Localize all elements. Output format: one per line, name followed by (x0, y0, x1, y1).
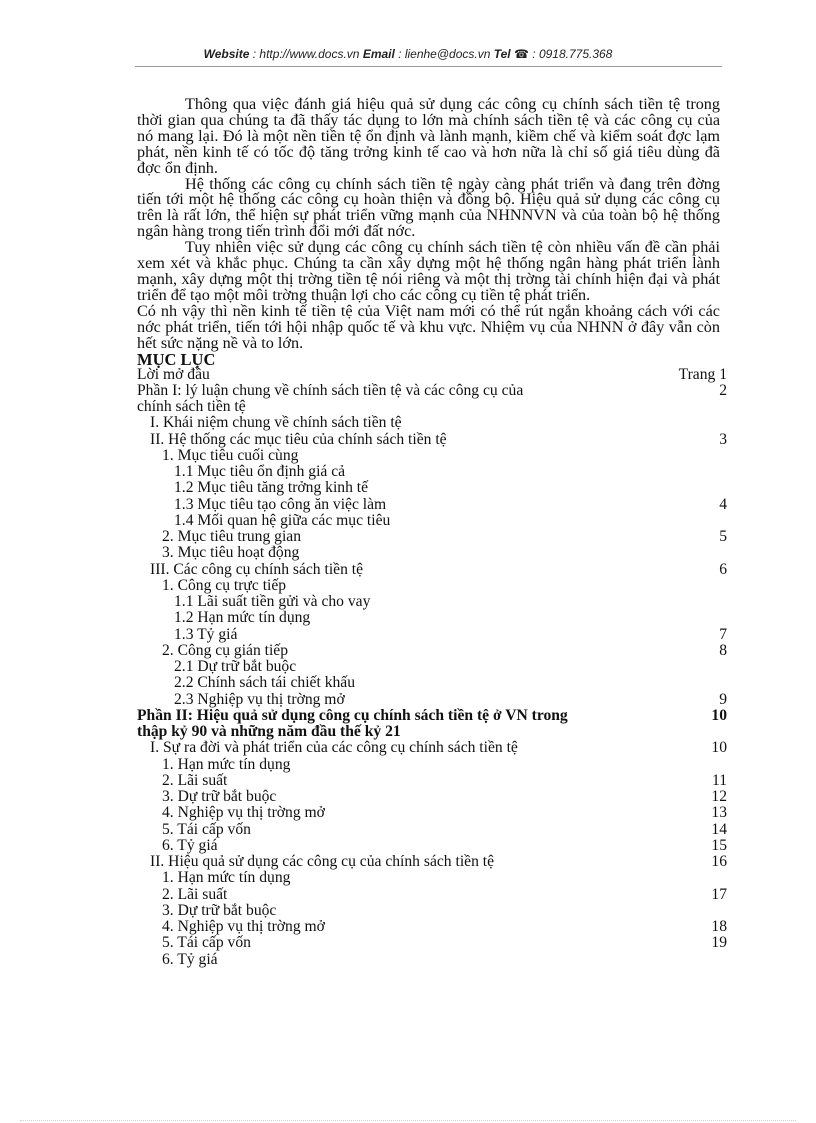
toc-entry-text: 2.3 Nghiệp vụ thị trờng mở (174, 690, 345, 708)
toc-entry[interactable] (137, 529, 727, 545)
toc-entry-text: II. Hệ thống các mục tiêu của chính sách tiền tệ (150, 430, 447, 448)
toc-entry[interactable] (137, 513, 727, 529)
toc-entry[interactable] (137, 952, 727, 968)
phone-icon: ☎ (513, 47, 529, 61)
page-header (0, 47, 816, 61)
toc-entry[interactable] (137, 627, 727, 643)
toc-entry-text: 3. Dự trữ bắt buộc (162, 901, 277, 919)
toc-entry-page: 12 (711, 788, 727, 805)
toc-entry-text: Phần I: lý luận chung về chính sách tiền tệ và các công cụ của (137, 381, 524, 399)
toc-entry[interactable] (137, 594, 727, 610)
toc-entry-page: 16 (711, 853, 727, 870)
toc-entry-page: 7 (719, 625, 727, 643)
toc-entry[interactable] (137, 643, 727, 659)
email-label: Email (362, 47, 395, 61)
toc-entry[interactable] (137, 399, 727, 415)
toc-entry-text: 2.2 Chính sách tái chiết khấu (174, 674, 356, 692)
toc-entry-page: 15 (711, 836, 727, 854)
toc-entry-text: 1.3 Mục tiêu tạo công ăn việc làm (174, 495, 387, 513)
toc-entry-page: 6 (719, 560, 727, 578)
toc-entry[interactable] (137, 480, 727, 496)
toc-entry-text: Phần II: Hiệu quả sử dụng công cụ chính sách tiền tệ ở VN trong (137, 706, 568, 724)
toc-title: MỤC LỤC (137, 349, 216, 369)
toc-entry-text: II. Hiệu quả sử dụng các công cụ của chính sách tiền tệ (150, 853, 495, 870)
toc-entry-text: 1.1 Mục tiêu ổn định giá cả (174, 463, 346, 480)
tel-value: : 0918.775.368 (528, 47, 613, 61)
toc-entry[interactable] (137, 497, 727, 513)
toc-entry[interactable] (137, 740, 727, 756)
toc-entry-page: 5 (719, 528, 727, 545)
email-value[interactable]: : lienhe@docs.vn (394, 47, 494, 61)
toc-entry-text: 1. Hạn mức tín dụng (162, 869, 291, 887)
toc-entry-text: 1.2 Hạn mức tín dụng (174, 609, 311, 627)
toc-entry-text: 1.1 Lãi suất tiền gửi và cho vay (174, 593, 371, 610)
toc-entry-page: 18 (711, 918, 727, 935)
toc-entry-text: III. Các công cụ chính sách tiền tệ (150, 560, 364, 578)
toc-entry-text: 2. Lãi suất (162, 771, 228, 789)
toc-entry-page: 10 (711, 739, 727, 757)
paragraph-3: Tuy nhiên việc sử dụng các công cụ chính sách tiền tệ còn nhiều vấn đề cần phải xem xét và khắc phục. Chúng ta cần xây dựng một hệ thống ngân hàng phát triển lành mạnh, xây dựng một thị trờng tiền tệ nói riêng và một thị trờng tài chính hiện đại và phát triển để tạo một môi trờng thuận lợi cho các công cụ tiền tệ phát triển. (137, 238, 720, 304)
toc-entry-text: 2. Lãi suất (162, 885, 228, 903)
tel-label: Tel (493, 47, 511, 61)
toc-entry-text: 6. Tỷ giá (162, 950, 218, 968)
toc-entry[interactable] (137, 415, 727, 431)
toc-entry-page: 19 (711, 934, 727, 952)
toc-entry-text: 4. Nghiệp vụ thị trờng mở (162, 918, 325, 935)
toc-entry[interactable] (137, 708, 727, 724)
toc-entry[interactable] (137, 805, 727, 821)
toc-entry[interactable] (137, 610, 727, 626)
toc-entry[interactable] (137, 432, 727, 448)
toc-entry-page: 4 (719, 495, 727, 513)
website-label: Website (203, 47, 250, 61)
toc-entry[interactable] (137, 903, 727, 919)
toc-entry-text: Lời mở đầu (137, 365, 210, 383)
toc-entry-page: 11 (711, 771, 727, 789)
toc-entry[interactable] (137, 692, 727, 708)
toc-entry-text: I. Khái niệm chung về chính sách tiền tệ (150, 414, 402, 432)
toc-entry[interactable] (137, 757, 727, 773)
toc-entry-text: 2. Công cụ gián tiếp (162, 641, 289, 659)
paragraph-2: Hệ thống các công cụ chính sách tiền tệ ngày càng phát triển và đang trên đờng tiến tới một hệ thống các công cụ hoàn thiện và đồng bộ. Hiệu quả sử dụng các công cụ trên là rất lớn, thể hiện sự phát triển vững mạnh của NHNNVN và của toàn bộ hệ thống ngân hàng trong tiến trình đổi mới đất nớc. (137, 174, 720, 241)
paragraph-1: Thông qua việc đánh giá hiệu quả sử dụng các công cụ chính sách tiền tệ trong thời gian qua chúng ta đã thấy tác dụng to lớn mà chính sách tiền tệ và các công cụ của nó mang lại. Đó là một nền tiền tệ ổn định và lành mạnh, kiềm chế và kiểm soát đợc lạm phát, nền kinh tế có tốc độ tăng trởng kinh tế cao và hơn nữa là chỉ số giá tiêu dùng đã đợc ổn định. (137, 95, 720, 177)
toc-entry-text: 3. Mục tiêu hoạt động (162, 544, 300, 562)
toc-entry-page: 13 (711, 804, 727, 822)
toc-entry[interactable] (137, 367, 727, 383)
toc-entry-text: 1.4 Mối quan hệ giữa các mục tiêu (174, 511, 391, 529)
toc-entry[interactable] (137, 870, 727, 886)
toc-entry-text: 1. Hạn mức tín dụng (162, 755, 291, 773)
toc-entry[interactable] (137, 448, 727, 464)
toc-entry-text: 4. Nghiệp vụ thị trờng mở (162, 804, 325, 822)
header-divider (135, 66, 722, 67)
toc-entry[interactable] (137, 854, 727, 870)
toc-entry-page: 9 (719, 690, 727, 708)
toc-entry[interactable] (137, 935, 727, 951)
toc-entry-text: 2. Mục tiêu trung gian (162, 528, 302, 545)
toc-entry-text: 3. Dự trữ bắt buộc (162, 788, 277, 805)
table-of-contents (137, 367, 727, 968)
toc-entry-text: 1. Mục tiêu cuối cùng (162, 446, 299, 464)
toc-entry[interactable] (137, 887, 727, 903)
toc-entry-page: 2 (719, 381, 727, 399)
toc-entry[interactable] (137, 383, 727, 399)
toc-entry-page: 3 (719, 430, 727, 448)
toc-entry-page: 8 (719, 641, 727, 659)
toc-entry-text: 1.3 Tỷ giá (174, 625, 238, 643)
toc-entry[interactable] (137, 675, 727, 691)
website-value[interactable]: : http://www.docs.vn (249, 47, 363, 61)
toc-entry-text: 6. Tỷ giá (162, 836, 218, 854)
toc-entry[interactable] (137, 822, 727, 838)
toc-entry[interactable] (137, 464, 727, 480)
toc-entry-page: 17 (711, 885, 727, 903)
toc-entry-text: chính sách tiền tệ (137, 398, 246, 415)
toc-entry-page: 10 (711, 706, 727, 724)
toc-entry-text: 5. Tái cấp vốn (162, 820, 251, 838)
paragraph-4: Có nh vậy thì nền kinh tế tiền tệ của Việt nam mới có thể rút ngắn khoảng cách với các nớc phát triển, tiến tới hội nhập quốc tế và khu vực. Nhiệm vụ của NHNN ở đây vẫn còn hết sức nặng nề và to lớn. (137, 301, 720, 352)
toc-entry-page: 14 (711, 820, 727, 838)
toc-entry[interactable] (137, 724, 727, 740)
toc-entry-text: I. Sự ra đời và phát triển của các công cụ chính sách tiền tệ (150, 739, 518, 757)
toc-entry-text: 1. Công cụ trực tiếp (162, 576, 287, 594)
toc-entry-text: thập kỷ 90 và những năm đầu thế kỷ 21 (137, 723, 401, 740)
page-bottom-border (20, 1120, 796, 1121)
document-body (137, 95, 727, 968)
toc-entry[interactable] (137, 838, 727, 854)
toc-entry[interactable] (137, 789, 727, 805)
toc-entry[interactable] (137, 773, 727, 789)
toc-entry-text: 5. Tái cấp vốn (162, 934, 251, 952)
toc-entry[interactable] (137, 919, 727, 935)
toc-entry[interactable] (137, 659, 727, 675)
toc-entry-text: 1.2 Mục tiêu tăng trởng kinh tế (174, 479, 369, 497)
toc-entry-text: 2.1 Dự trữ bắt buộc (174, 658, 297, 675)
toc-entry-page: Trang 1 (678, 365, 727, 383)
toc-entry[interactable] (137, 578, 727, 594)
toc-entry[interactable] (137, 562, 727, 578)
toc-entry[interactable] (137, 545, 727, 561)
